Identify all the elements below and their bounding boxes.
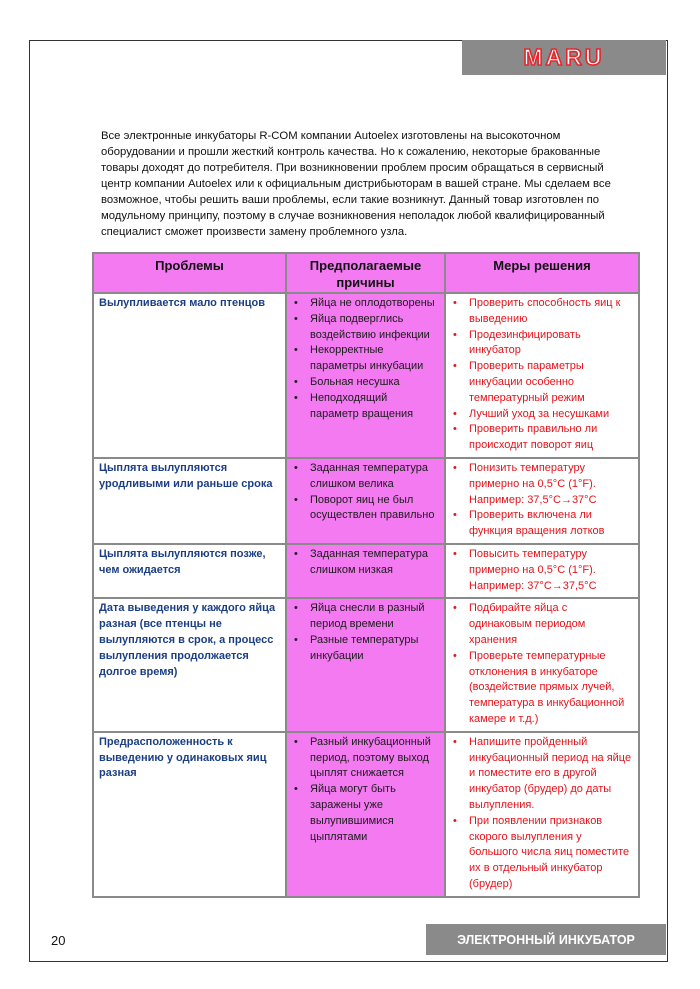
solution-item: • Проверить параметры инкубации особенно температурный режим	[451, 359, 633, 406]
solution-item: • Повысить температуру примерно на 0,5°C (1°F). Например: 37°C→37,5°C	[451, 547, 633, 594]
troubleshooting-table	[92, 252, 640, 898]
solution-item: • Проверьте температурные отклонения в инкубаторе (воздействие прямых лучей, температура в инкубационной камере и т.д.)	[451, 649, 633, 728]
table-row	[93, 598, 639, 731]
causes-cell-list	[292, 735, 439, 846]
solutions-cell	[445, 598, 639, 731]
solutions-cell-list	[451, 547, 633, 594]
header-problems: Проблемы	[93, 253, 286, 293]
solution-item: • Проверить правильно ли происходит поворот яиц	[451, 422, 633, 454]
solution-item: • Напишите пройденный инкубационный период на яйце и поместите его в другой инкубатор (брудер) до даты вылупления.	[451, 735, 633, 814]
footer-title: ЭЛЕКТРОННЫЙ ИНКУБАТОР	[457, 932, 635, 947]
solution-item: • Понизить температуру примерно на 0,5°C (1°F). Например: 37,5°C→37°C	[451, 461, 633, 508]
cause-item: • Яйца подверглись воздействию инфекции	[292, 312, 439, 344]
cause-item: • Яйца могут быть заражены уже вылупившимися цыплятами	[292, 782, 439, 845]
cause-item: • Неподходящий параметр вращения	[292, 391, 439, 423]
solutions-cell-list	[451, 735, 633, 893]
solutions-cell-list	[451, 296, 633, 454]
table-row	[93, 544, 639, 598]
page-number: 20	[51, 933, 66, 948]
causes-cell-list	[292, 461, 439, 524]
solutions-cell	[445, 732, 639, 897]
table-row	[93, 458, 639, 544]
brand-logo: MARU	[523, 44, 605, 70]
footer-bar	[426, 924, 666, 955]
solution-item: • Проверить включена ли функция вращения лотков	[451, 508, 633, 540]
problem-cell: Дата выведения у каждого яйца разная (все птенцы не вылупляются в срок, а процесс вылупления продолжается долгое время)	[93, 598, 286, 731]
problem-cell: Цыплята вылупляются позже, чем ожидается	[93, 544, 286, 598]
intro-paragraph: Все электронные инкубаторы R-COM компании Autoelex изготовлены на высокоточном оборудовании и прошли жесткий контроль качества. Но к сожалению, некоторые бракованные товары доходят до потребителя. При возникновении проблем просим обращаться в сервисный центр компании Autoelex или к официальным дистрибьюторам в вашей стране. Мы сделаем все возможное, чтобы решить ваши проблемы, если такие возникнут. Данный товар изготовлен по модульному принципу, поэтому в случае возникновения неполадок любой квалифицированный специалист сможет произвести замену проблемного узла.	[101, 130, 611, 238]
problem-cell: Цыплята вылупляются уродливыми или раньше срока	[93, 458, 286, 544]
cause-item: • Яйца снесли в разный период времени	[292, 601, 439, 633]
cause-item: • Заданная температура слишком велика	[292, 461, 439, 493]
cause-item: • Заданная температура слишком низкая	[292, 547, 439, 579]
causes-cell	[286, 293, 445, 458]
cause-item: • Яйца не оплодотворены	[292, 296, 439, 312]
solution-item: • Продезинфицировать инкубатор	[451, 328, 633, 360]
cause-item: • Поворот яиц не был осуществлен правильно	[292, 493, 439, 525]
causes-cell	[286, 458, 445, 544]
table-row	[93, 732, 639, 897]
causes-cell	[286, 732, 445, 897]
cause-item: • Разные температуры инкубации	[292, 633, 439, 665]
header-solutions: Меры решения	[445, 253, 639, 293]
solutions-cell-list	[451, 601, 633, 727]
solution-item: • Проверить способность яиц к выведению	[451, 296, 633, 328]
cause-item: • Разный инкубационный период, поэтому выход цыплят снижается	[292, 735, 439, 782]
causes-cell	[286, 598, 445, 731]
solution-item: • При появлении признаков скорого вылупления у большого числа яиц поместите их в отдельный инкубатор (брудер)	[451, 814, 633, 893]
causes-cell-list	[292, 296, 439, 422]
cause-item: • Некорректные параметры инкубации	[292, 343, 439, 375]
solutions-cell	[445, 544, 639, 598]
causes-cell-list	[292, 601, 439, 664]
solutions-cell	[445, 293, 639, 458]
solution-item: • Лучший уход за несушками	[451, 407, 633, 423]
problem-cell: Вылупливается мало птенцов	[93, 293, 286, 458]
solutions-cell-list	[451, 461, 633, 540]
causes-cell-list	[292, 547, 439, 579]
header-causes: Предполагаемые причины	[286, 253, 445, 293]
table-header-row	[93, 253, 639, 293]
causes-cell	[286, 544, 445, 598]
cause-item: • Больная несушка	[292, 375, 439, 391]
problem-cell: Предрасположенность к выведению у одинаковых яиц разная	[93, 732, 286, 897]
solutions-cell	[445, 458, 639, 544]
logo-bar	[462, 40, 666, 75]
solution-item: • Подбирайте яйца с одинаковым периодом хранения	[451, 601, 633, 648]
table-row	[93, 293, 639, 458]
